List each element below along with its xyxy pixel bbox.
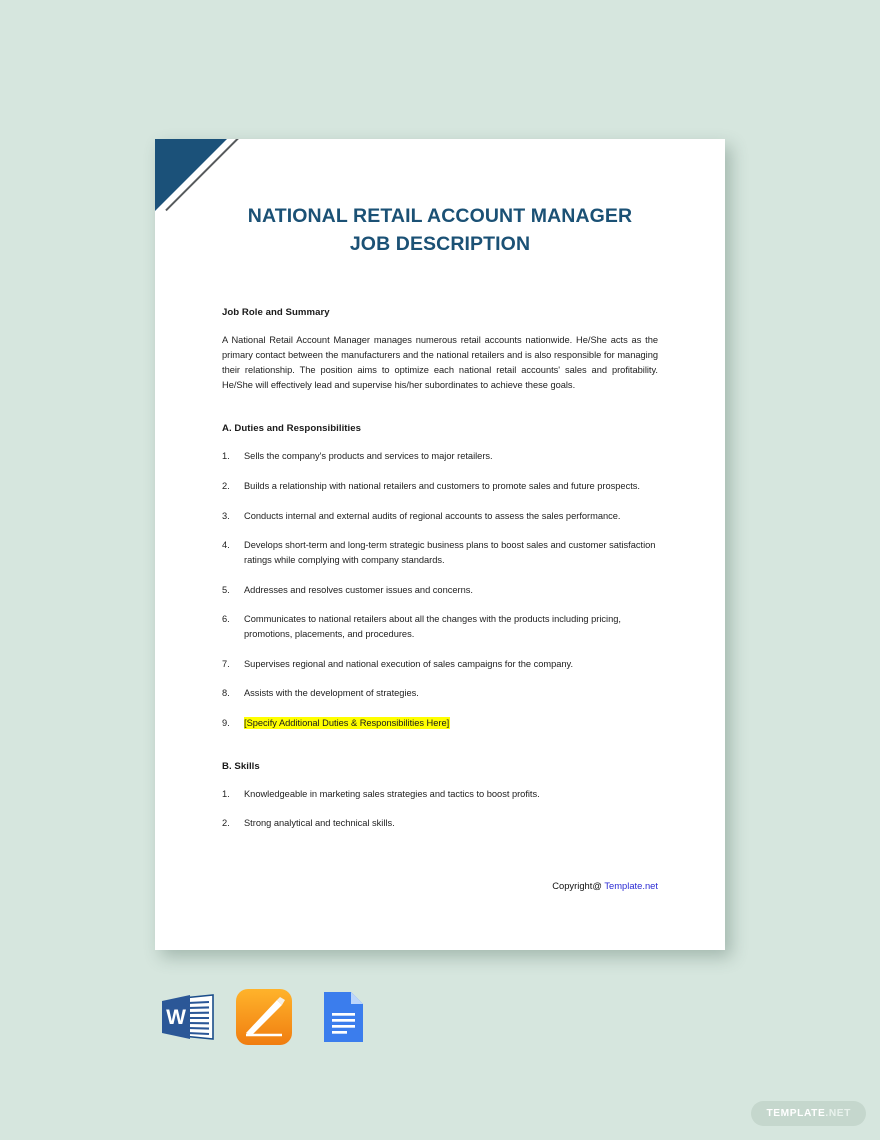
duty-item-number: 1. [222,451,230,462]
duty-item [222,538,658,567]
corner-decoration [155,139,245,217]
duty-item-number: 6. [222,614,230,625]
copyright-line [222,880,658,891]
duty-item-number: 3. [222,510,230,521]
duty-item-number: 7. [222,658,230,669]
skill-item-number: 2. [222,818,230,829]
duty-item [222,509,658,524]
svg-text:W: W [166,1006,186,1029]
watermark-text-suffix: .NET [825,1108,851,1119]
duty-item-text: Addresses and resolves customer issues and concerns. [244,584,473,595]
duty-item-text: [Specify Additional Duties & Responsibilities Here] [244,718,450,729]
duty-item-text: Conducts internal and external audits of regional accounts to assess the sales performance. [244,510,621,521]
skill-item-number: 1. [222,788,230,799]
skills-list [222,787,658,831]
spacer [222,393,658,423]
google-docs-icon[interactable] [311,986,373,1048]
duty-item-number: 9. [222,718,230,729]
corner-triangle-shape [155,139,227,211]
skills-heading: B. Skills [222,760,260,772]
skill-item-text: Strong analytical and technical skills. [244,818,395,829]
page-title-line-2: JOB DESCRIPTION [349,232,531,255]
duty-item [222,612,658,641]
skill-item-text: Knowledgeable in marketing sales strategies and tactics to boost profits. [244,788,540,799]
duties-heading: A. Duties and Responsibilities [222,423,362,435]
duty-item-number: 8. [222,688,230,699]
microsoft-word-icon[interactable] [157,986,219,1048]
summary-paragraph: A National Retail Account Manager manages numerous retail accounts nationwide. He/She acts as the primary contact between the manufacturers and the national retailers and is also responsible for managing their relationship. The position aims to optimize each national retail accounts' sales and profitability. He/She will effectively lead and supervise his/her subordinates to achieve these goals. [222,335,658,391]
duty-item-number: 5. [222,584,230,595]
skill-item [222,816,658,831]
spacer [222,731,658,761]
copyright-prefix: Copyright@ [552,880,605,891]
skill-item [222,787,658,802]
duty-item [222,479,658,494]
summary-heading: Job Role and Summary [222,307,330,318]
duty-item [222,716,658,731]
template-net-watermark-badge [751,1101,866,1126]
duties-list [222,449,658,731]
page-title-line-1: NATIONAL RETAIL ACCOUNT MANAGER [247,205,633,227]
duty-item-number: 4. [222,540,230,551]
duty-item-text: Assists with the development of strategies. [244,688,419,699]
duty-item-text: Sells the company's products and services to major retailers. [244,451,493,462]
duty-item-text: Supervises regional and national execution of sales campaigns for the company. [244,658,574,669]
format-icons-row [155,986,385,1052]
duty-item [222,686,658,701]
duty-item-text: Communicates to national retailers about all the changes with the products including pricing, promotions, placements, and procedures. [244,614,621,639]
duty-item [222,449,658,464]
duty-item-text: Builds a relationship with national retailers and customers to promote sales and future prospects. [244,480,640,491]
duty-item [222,657,658,672]
duty-item [222,583,658,598]
duty-item-text: Develops short-term and long-term strategic business plans to boost sales and customer satisfaction ratings while complying with company standards. [244,540,656,565]
document-body [222,307,658,831]
watermark-text-main: TEMPLATE [766,1108,826,1119]
template-net-link[interactable]: Template.net [604,880,658,891]
document-page [155,139,725,950]
duty-item-number: 2. [222,480,230,491]
apple-pages-icon[interactable] [233,986,295,1048]
